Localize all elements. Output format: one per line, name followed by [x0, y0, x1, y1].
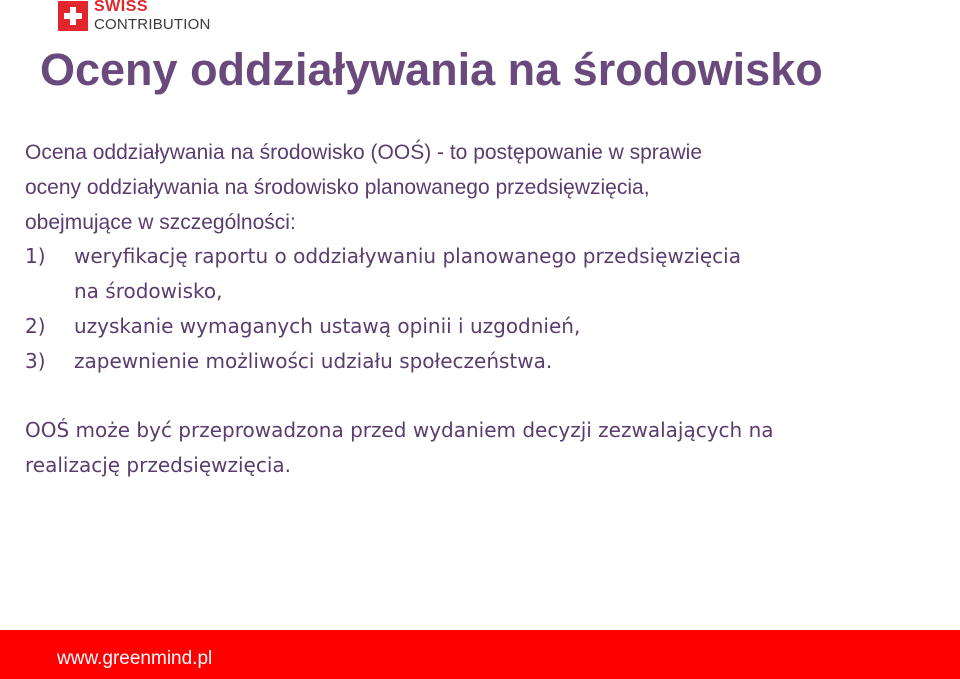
- intro-line: oceny oddziaływania na środowisko planowanego przedsięwzięcia,: [25, 176, 650, 199]
- list-item-text: na środowisko,: [74, 279, 223, 303]
- footer-bar: [0, 630, 960, 679]
- closing-line: OOŚ może być przeprowadzona przed wydaniem decyzji zezwalających na: [25, 418, 774, 442]
- logo-line-contribution: CONTRIBUTION: [94, 16, 211, 33]
- logo-line-swiss: SWISS: [94, 0, 149, 15]
- swiss-contribution-logo: [58, 0, 211, 34]
- list-item-text: zapewnienie możliwości udziału społeczeństwa.: [74, 349, 553, 373]
- intro-line: obejmujące w szczególności:: [25, 211, 296, 234]
- list-item-continuation: [25, 274, 925, 309]
- footer-url: www.greenmind.pl: [57, 648, 213, 669]
- list-item: [25, 239, 925, 274]
- list-item: [25, 344, 925, 379]
- list-item-text: uzyskanie wymaganych ustawą opinii i uzgodnień,: [74, 314, 581, 338]
- list-item-number: 2): [25, 314, 46, 338]
- list-item-number: 3): [25, 349, 46, 373]
- requirements-list: [25, 239, 925, 379]
- list-item-text: weryfikację raportu o oddziaływaniu planowanego przedsięwzięcia: [74, 244, 741, 268]
- logo-wordmark: [94, 0, 211, 32]
- closing-paragraph: [25, 413, 935, 483]
- list-item: [25, 309, 925, 344]
- slide-title: Oceny oddziaływania na środowisko: [40, 44, 823, 95]
- closing-line: realizację przedsięwzięcia.: [25, 453, 292, 477]
- list-item-number: 1): [25, 244, 46, 268]
- intro-line: Ocena oddziaływania na środowisko (OOŚ) - to postępowanie w sprawie: [25, 141, 702, 164]
- intro-paragraph: [25, 135, 925, 240]
- swiss-cross-icon: [58, 1, 88, 31]
